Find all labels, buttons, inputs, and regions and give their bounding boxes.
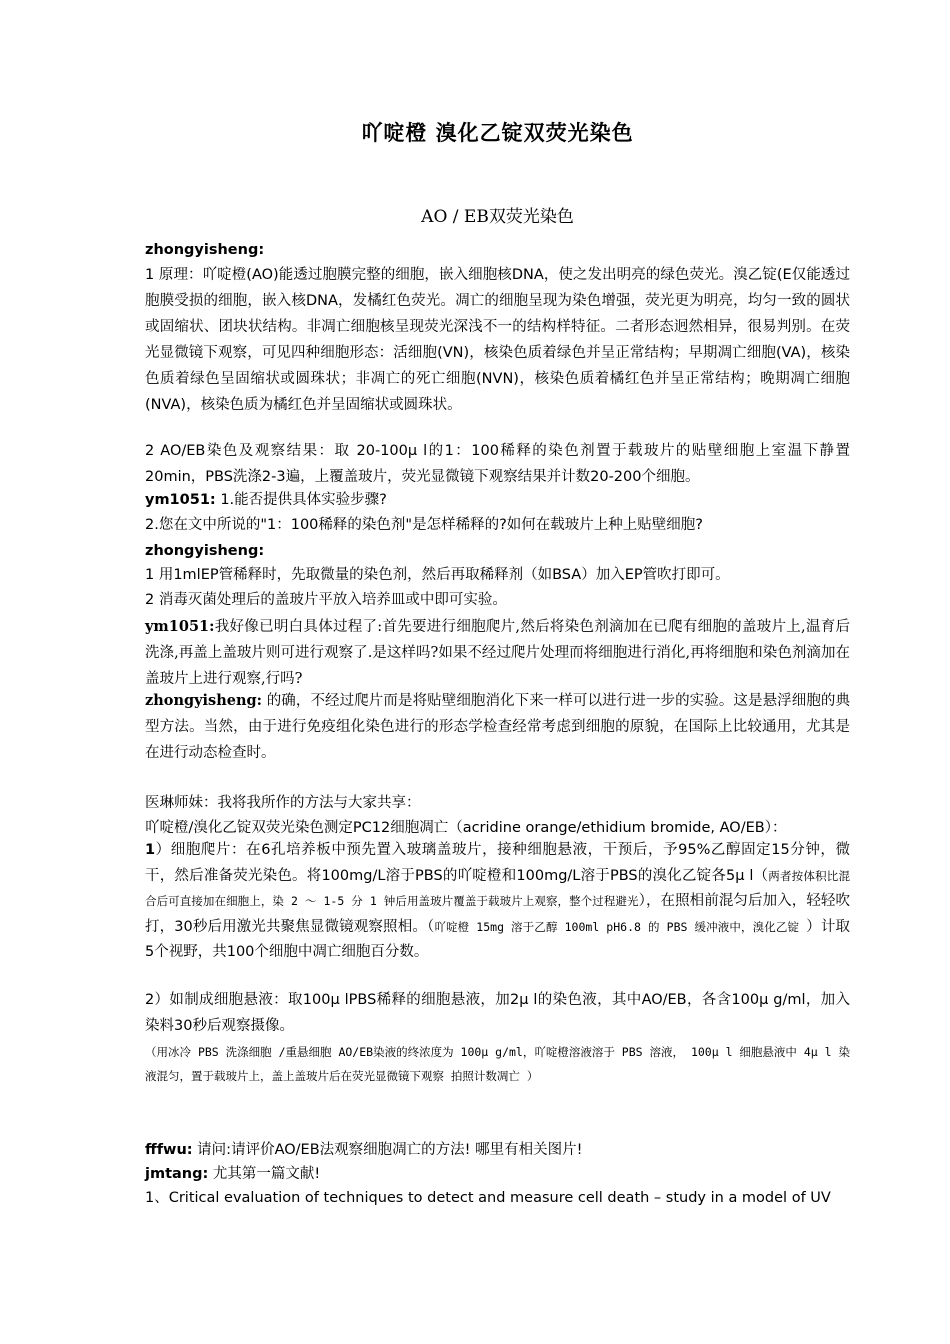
speaker-name: ym1051: — [145, 618, 215, 635]
faded-note: 吖啶橙 15mg 溶于乙醇 100ml pH6.8 的 PBS 缓冲液中，溴化乙锭 — [434, 919, 807, 934]
paragraph-staining — [145, 438, 850, 490]
post-text: 1.能否提供具体实验步骤? — [220, 492, 387, 508]
paragraph-method-2 — [145, 987, 850, 1039]
faded-note: 整个过程避光 — [569, 894, 639, 908]
paragraph-text: ），在照相前混匀后加入，轻轻吹打，30秒后用激光共聚焦显微镜观察照相。（ — [145, 893, 851, 935]
document-title: 吖啶橙 溴化乙锭双荧光染色 — [361, 121, 634, 145]
post-reply — [145, 614, 850, 692]
speaker-name: jmtang: — [145, 1166, 209, 1182]
faded-note: 两者按体积比混合后可直接加在细胞上，染 2 ～ 1-5 分 1 钟后用盖玻片覆盖于载玻片上观察， — [145, 868, 850, 908]
paragraph-text: 吖啶橙/溴化乙锭双荧光染色测定PC12细胞凋亡（acridine orange/ethidium bromide, AO/EB）： — [145, 820, 787, 836]
paragraph-method-note — [145, 1040, 850, 1088]
reference-item — [145, 1185, 850, 1211]
post-question — [145, 1137, 850, 1163]
speaker-name: zhongyisheng: — [145, 242, 265, 258]
post-text: 我好像已明白具体过程了:首先要进行细胞爬片,然后将染色剂滴加在已爬有细胞的盖玻片上,温育后洗涤,再盖上盖玻片则可进行观察了.是这样吗?如果不经过爬片处理而将细胞进行消化,再将细胞和染色剂滴加在盖玻片上进行观察,行吗? — [145, 619, 850, 687]
paragraph-text: 2）如制成细胞悬液：取100μ lPBS稀释的细胞悬液，加2μ l的染色液，其中AO/EB，各含100μ g/ml，加入染料30秒后观察摄像。 — [145, 992, 850, 1034]
paragraph-text: 2 消毒灭菌处理后的盖玻片平放入培养皿或中即可实验。 — [145, 592, 507, 608]
post-speaker — [145, 538, 850, 564]
document-subtitle: AO / EB双荧光染色 — [421, 207, 574, 227]
paragraph-text: 1 原理：吖啶橙(AO)能透过胞膜完整的细胞，嵌入细胞核DNA，使之发出明亮的绿色荧光。溴乙锭(E仅能透过胞膜受损的细胞，嵌入核DNA，发橘红色荧光。凋亡的细胞呈现为染色增强，荧光更为明亮，均匀一致的圆状或固缩状、团块状结构。非凋亡细胞核呈现荧光深浅不一的结构样特征。二者形态迥然相异，很易判别。在荧光显微镜下观察，可见四种细胞形态：活细胞(VN)，核染色质着绿色并呈正常结构；早期凋亡细胞(VA)，核染色质着绿色呈固缩状或圆珠状；非凋亡的死亡细胞(NVN)，核染色质着橘红色并呈正常结构；晚期凋亡细胞(NVA)，核染色质为橘红色并呈固缩状或圆珠状。 — [145, 267, 850, 413]
post-reply — [145, 1161, 850, 1187]
paragraph-answer-1 — [145, 562, 850, 588]
paragraph-answer-2 — [145, 587, 850, 613]
step-number: 1 — [145, 842, 156, 858]
paragraph-text: 2.您在文中所说的"1：100稀释的染色剂"是怎样稀释的?如何在载玻片上种上贴壁细胞? — [145, 517, 703, 533]
paragraph-text: ）计取5个视野，共100个细胞中凋亡细胞百分数。 — [145, 918, 850, 960]
paragraph-question-2 — [145, 512, 850, 538]
speaker-name: ym1051: — [145, 492, 216, 508]
reference-text: 1、Critical evaluation of techniques to detect and measure cell death – study in a model of UV — [145, 1190, 831, 1206]
post-speaker — [145, 237, 850, 263]
paragraph-principle — [145, 262, 850, 418]
post-text: 的确，不经过爬片而是将贴壁细胞消化下来一样可以进行进一步的实验。这是悬浮细胞的典型方法。当然，由于进行免疫组化染色进行的形态学检查经常考虑到细胞的原貌，在国际上比较通用，尤其是在进行动态检查时。 — [145, 693, 850, 761]
paragraph-text: ）细胞爬片：在6孔培养板中预先置入玻璃盖玻片，接种细胞悬液，干预后，予95%乙醇固定15分钟，微干，然后准备荧光染色。将100mg/L溶于PBS的吖啶橙和100mg/L溶于PBS的溴化乙锭各5μ l（ — [145, 842, 850, 884]
paragraph-text: 医琳师妹：我将我所作的方法与大家共享： — [145, 795, 421, 811]
paragraph-share-intro — [145, 790, 850, 816]
speaker-name: zhongyisheng: — [145, 692, 263, 709]
paragraph-text: 2 AO/EB染色及观察结果：取 20-100μ l的1：100稀释的染色剂置于载玻片的贴壁细胞上室温下静置20min，PBS洗涤2-3遍，上覆盖玻片，荧光显微镜下观察结果并计数20-200个细胞。 — [145, 443, 850, 485]
post-text: 请问:请评价AO/EB法观察细胞凋亡的方法! 哪里有相关图片! — [192, 1142, 583, 1158]
paragraph-text: 1 用1mlEP管稀释时，先取微量的染色剂，然后再取稀释剂（如BSA）加入EP管吹打即可。 — [145, 567, 730, 583]
speaker-name: zhongyisheng: — [145, 543, 265, 559]
post-reply — [145, 688, 850, 766]
post-question — [145, 487, 850, 513]
post-text: 尤其第一篇文献! — [208, 1166, 321, 1182]
paragraph-method-1 — [145, 838, 850, 966]
faded-note: （用冰冷 PBS 洗涤细胞 /重悬细胞 AO/EB染液的终浓度为 100μ g/ml，吖啶橙溶液溶于 PBS 溶液， 100μ l 细胞悬液中 4μ l 染液混匀，置于载玻片上，盖上盖玻片后在荧光显微镜下观察 拍照计数凋亡 ） — [145, 1045, 850, 1083]
speaker-name: fffwu: — [145, 1142, 193, 1158]
